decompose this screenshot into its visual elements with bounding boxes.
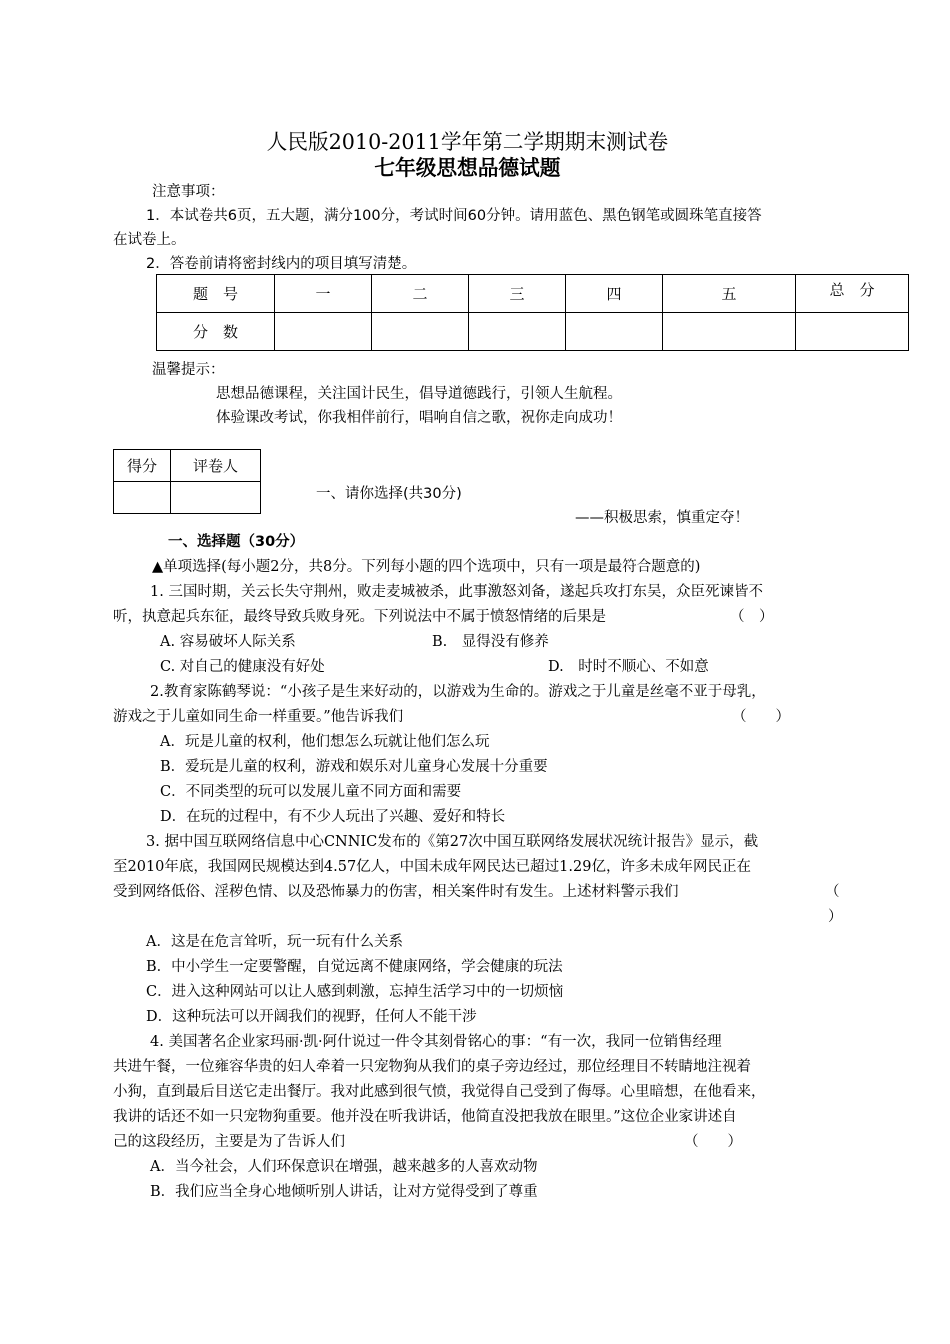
question-1-option-a: A. 容易破坏人际关系 [160,634,296,650]
grader-table [113,449,261,514]
question-4-line-2: 共进午餐，一位雍容华贵的妇人牵着一只宠物狗从我们的桌子旁边经过，那位经理目不转睛地注视着 [113,1059,751,1075]
score-cell-3[interactable] [469,313,566,351]
tips-heading: 温馨提示： [152,362,225,378]
grader-name-cell[interactable] [171,482,261,514]
question-4-answer-bracket[interactable]: （ ） [684,1134,742,1150]
question-3-option-a: A．这是在危言耸听，玩一玩有什么关系 [146,934,403,950]
section-1-subtitle: 一、选择题（30分） [168,534,305,550]
notice-item-1-line-2: 在试卷上。 [113,232,186,248]
score-cell-total[interactable] [796,313,909,351]
score-header-3: 三 [469,275,566,313]
question-1-option-b: B. 显得没有修养 [432,634,549,650]
question-3-line-2: 至2010年底，我国网民规模达到4.57亿人，中国未成年网民达已超过1.29亿，许多未成年网民正在 [113,859,751,875]
question-3-option-c: C．进入这种网站可以让人感到刺激，忘掉生活学习中的一切烦恼 [146,984,564,1000]
question-3-option-d: D．这种玩法可以开阔我们的视野，任何人不能干涉 [146,1009,477,1025]
question-4-option-b: B．我们应当全身心地倾听别人讲话，让对方觉得受到了尊重 [150,1184,538,1200]
score-row-label: 分 数 [157,313,275,351]
question-1-option-d: D. 时时不顺心、不如意 [548,659,709,675]
question-2-option-b: B．爱玩是儿童的权利，游戏和娱乐对儿童身心发展十分重要 [160,759,548,775]
section-1-instruction: ▲单项选择(每小题2分，共8分。下列每小题的四个选项中，只有一项是最符合题意的) [152,559,701,575]
question-4-option-a: A．当今社会，人们环保意识在增强，越来越多的人喜欢动物 [150,1159,538,1175]
question-2-answer-bracket[interactable]: （ ） [732,709,790,725]
question-1-line-1: 1. 三国时期，关云长失守荆州，败走麦城被杀，此事激怒刘备，遂起兵攻打东吴，众臣死谏皆不 [150,584,763,600]
grader-name-label: 评卷人 [171,450,261,482]
grader-score-label: 得分 [114,450,171,482]
question-4-line-3: 小狗，直到最后目送它走出餐厅。我对此感到很气愤，我觉得自己受到了侮辱。心里暗想，在他看来， [113,1084,766,1100]
score-header-4: 四 [566,275,663,313]
question-2-option-a: A．玩是儿童的权利，他们想怎么玩就让他们怎么玩 [160,734,490,750]
score-table-score-row [157,313,909,351]
question-2-line-2: 游戏之于儿童如同生命一样重要。”他告诉我们 [113,709,404,725]
question-3-line-3: 受到网络低俗、淫秽色情、以及恐怖暴力的伤害，相关案件时有发生。上述材料警示我们 [113,884,679,900]
score-cell-5[interactable] [663,313,796,351]
question-3-option-b: B．中小学生一定要警醒，自觉远离不健康网络，学会健康的玩法 [146,959,563,975]
score-header-1: 一 [275,275,372,313]
tips-line-2: 体验课改考试，你我相伴前行，唱响自信之歌，祝你走向成功！ [216,410,622,426]
tips-line-1: 思想品德课程，关注国计民生，倡导道德践行，引领人生航程。 [216,386,622,402]
score-cell-1[interactable] [275,313,372,351]
question-3-bracket-close: ） [828,909,843,925]
exam-title: 人民版2010-2011学年第二学期期末测试卷 [266,130,669,154]
grader-score-cell[interactable] [114,482,171,514]
section-1-title: 一、请你选择(共30分) [316,486,462,502]
question-1-option-c: C. 对自己的健康没有好处 [160,659,325,675]
question-1-answer-bracket[interactable]: （ ） [730,609,774,625]
notice-heading: 注意事项： [152,184,225,200]
question-2-option-d: D．在玩的过程中，有不少人玩出了兴趣、爱好和特长 [160,809,506,825]
score-cell-2[interactable] [372,313,469,351]
notice-item-2: 2．答卷前请将密封线内的项目填写清楚。 [146,256,417,272]
question-2-line-1: 2.教育家陈鹤琴说：“小孩子是生来好动的，以游戏为生命的。游戏之于儿童是丝毫不亚于母乳， [150,684,766,700]
score-header-2: 二 [372,275,469,313]
exam-subtitle: 七年级思想品德试题 [374,156,561,180]
question-1-line-2: 听，执意起兵东征，最终导致兵败身死。下列说法中不属于愤怒情绪的后果是 [113,609,606,625]
question-2-option-c: C．不同类型的玩可以发展儿童不同方面和需要 [160,784,462,800]
section-1-motto: ——积极思索，慎重定夺！ [575,510,749,526]
score-cell-4[interactable] [566,313,663,351]
question-3-bracket-open[interactable]: （ [825,884,840,900]
score-table-header-row [157,275,909,313]
score-header-label: 题 号 [157,275,275,313]
question-3-line-1: 3. 据中国互联网络信息中心CNNIC发布的《第27次中国互联网络发展状况统计报告》显示，截 [146,834,759,850]
question-4-line-1: 4. 美国著名企业家玛丽·凯·阿什说过一件令其刻骨铭心的事：“有一次，我同一位销售经理 [150,1034,722,1050]
question-4-line-5: 己的这段经历，主要是为了告诉人们 [113,1134,345,1150]
question-4-line-4: 我讲的话还不如一只宠物狗重要。他并没在听我讲话，他简直没把我放在眼里。”这位企业家讲述自 [113,1109,737,1125]
score-header-5: 五 [663,275,796,313]
score-table [156,274,909,351]
notice-item-1-line-1: 1．本试卷共6页，五大题，满分100分，考试时间60分钟。请用蓝色、黑色钢笔或圆珠笔直接答 [146,208,762,224]
score-header-total: 总 分 [796,275,909,313]
